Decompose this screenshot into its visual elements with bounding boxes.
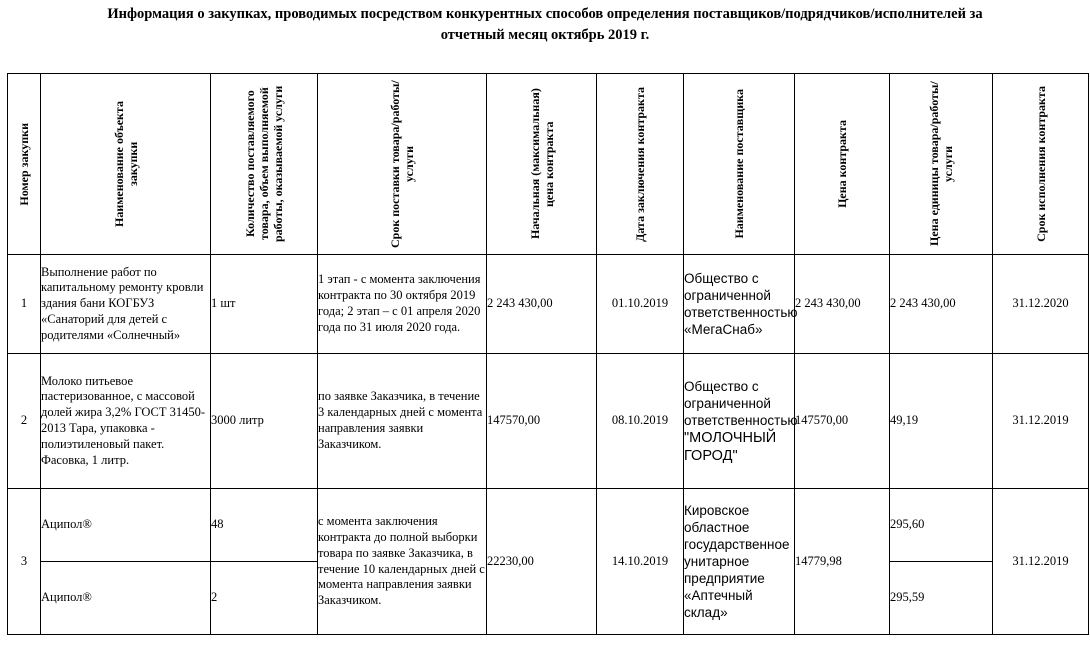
- header-contract-date: Дата заключения контракта: [597, 74, 684, 255]
- cell-execution-term: 31.12.2020: [993, 255, 1089, 354]
- header-object: Наименование объекта закупки: [41, 74, 211, 255]
- cell-delivery: 1 этап - с момента заключения контракта по 30 октября 2019 года; 2 этап – с 01 апреля 2020 года по 31 июля 2020 года.: [318, 255, 487, 354]
- cell-initial-price: 2 243 430,00: [487, 255, 597, 354]
- cell-initial-price: 147570,00: [487, 354, 597, 489]
- header-initial-price: Начальная (максимальная) цена контракта: [487, 74, 597, 255]
- title-line-2: отчетный месяц октябрь 2019 г.: [440, 27, 650, 43]
- cell-unit-price: 295,60: [890, 489, 993, 562]
- cell-object: Выполнение работ по капитальному ремонту кровли здания бани КОГБУЗ «Санаторий для детей с родителями «Солнечный»: [41, 255, 211, 354]
- title-line-1: Информация о закупках, проводимых посредством конкурентных способов определения поставщиков/подрядчиков/исполнителей за: [107, 6, 983, 22]
- supplier-line-2: "МОЛОЧНЫЙ ГОРОД": [684, 429, 777, 464]
- cell-delivery: по заявке Заказчика, в течение 3 календарных дней с момента направления заявки Заказчиком.: [318, 354, 487, 489]
- header-quantity: Количество поставляемого товара, объем выполняемой работы, оказываемой услуги: [211, 74, 318, 255]
- cell-unit-price: 295,59: [890, 562, 993, 635]
- cell-quantity: 1 шт: [211, 255, 318, 354]
- header-execution-term: Срок исполнения контракта: [993, 74, 1089, 255]
- cell-contract-date: 01.10.2019: [597, 255, 684, 354]
- cell-delivery: с момента заключения контракта до полной выборки товара по заявке Заказчика, в течение 10 календарных дней с момента направления заявки Заказчиком.: [318, 489, 487, 635]
- cell-object: Аципол®: [41, 562, 211, 635]
- cell-supplier: Общество с ограниченной ответственностью «МегаСнаб»: [684, 255, 795, 354]
- cell-quantity: 2: [211, 562, 318, 635]
- cell-contract-price: 14779,98: [795, 489, 890, 635]
- cell-initial-price: 22230,00: [487, 489, 597, 635]
- header-contract-price: Цена контракта: [795, 74, 890, 255]
- cell-unit-price: 2 243 430,00: [890, 255, 993, 354]
- cell-contract-date: 08.10.2019: [597, 354, 684, 489]
- document-title: [0, 4, 1090, 46]
- header-delivery: Срок поставки товара/работы/услуги: [318, 74, 487, 255]
- cell-number: 2: [8, 354, 41, 489]
- supplier-line-1: Общество с ограниченной ответственностью: [684, 378, 798, 428]
- cell-object: Аципол®: [41, 489, 211, 562]
- cell-contract-price: 147570,00: [795, 354, 890, 489]
- table-row: [8, 489, 1089, 562]
- cell-number: 3: [8, 489, 41, 635]
- table-row: [8, 354, 1089, 489]
- cell-supplier: [684, 354, 798, 489]
- cell-supplier: Кировское областное государственное унитарное предприятие «Аптечный склад»: [684, 489, 795, 635]
- cell-contract-price: 2 243 430,00: [795, 255, 890, 354]
- procurement-table: [7, 73, 1089, 635]
- header-supplier: Наименование поставщика: [684, 74, 795, 255]
- cell-quantity: 3000 литр: [211, 354, 318, 489]
- cell-quantity: 48: [211, 489, 318, 562]
- cell-number: 1: [8, 255, 41, 354]
- cell-unit-price: 49,19: [890, 354, 993, 489]
- cell-object: Молоко питьевое пастеризованное, с массовой долей жира 3,2% ГОСТ 31450-2013 Тара, упаковка - полиэтиленовый пакет. Фасовка, 1 литр.: [41, 354, 211, 489]
- cell-execution-term: 31.12.2019: [993, 354, 1089, 489]
- cell-contract-date: 14.10.2019: [597, 489, 684, 635]
- header-row: [8, 74, 1089, 255]
- header-unit-price: Цена единицы товара/работы/услуги: [890, 74, 993, 255]
- table-row: [8, 255, 1089, 354]
- cell-execution-term: 31.12.2019: [993, 489, 1089, 635]
- header-number: Номер закупки: [8, 74, 41, 255]
